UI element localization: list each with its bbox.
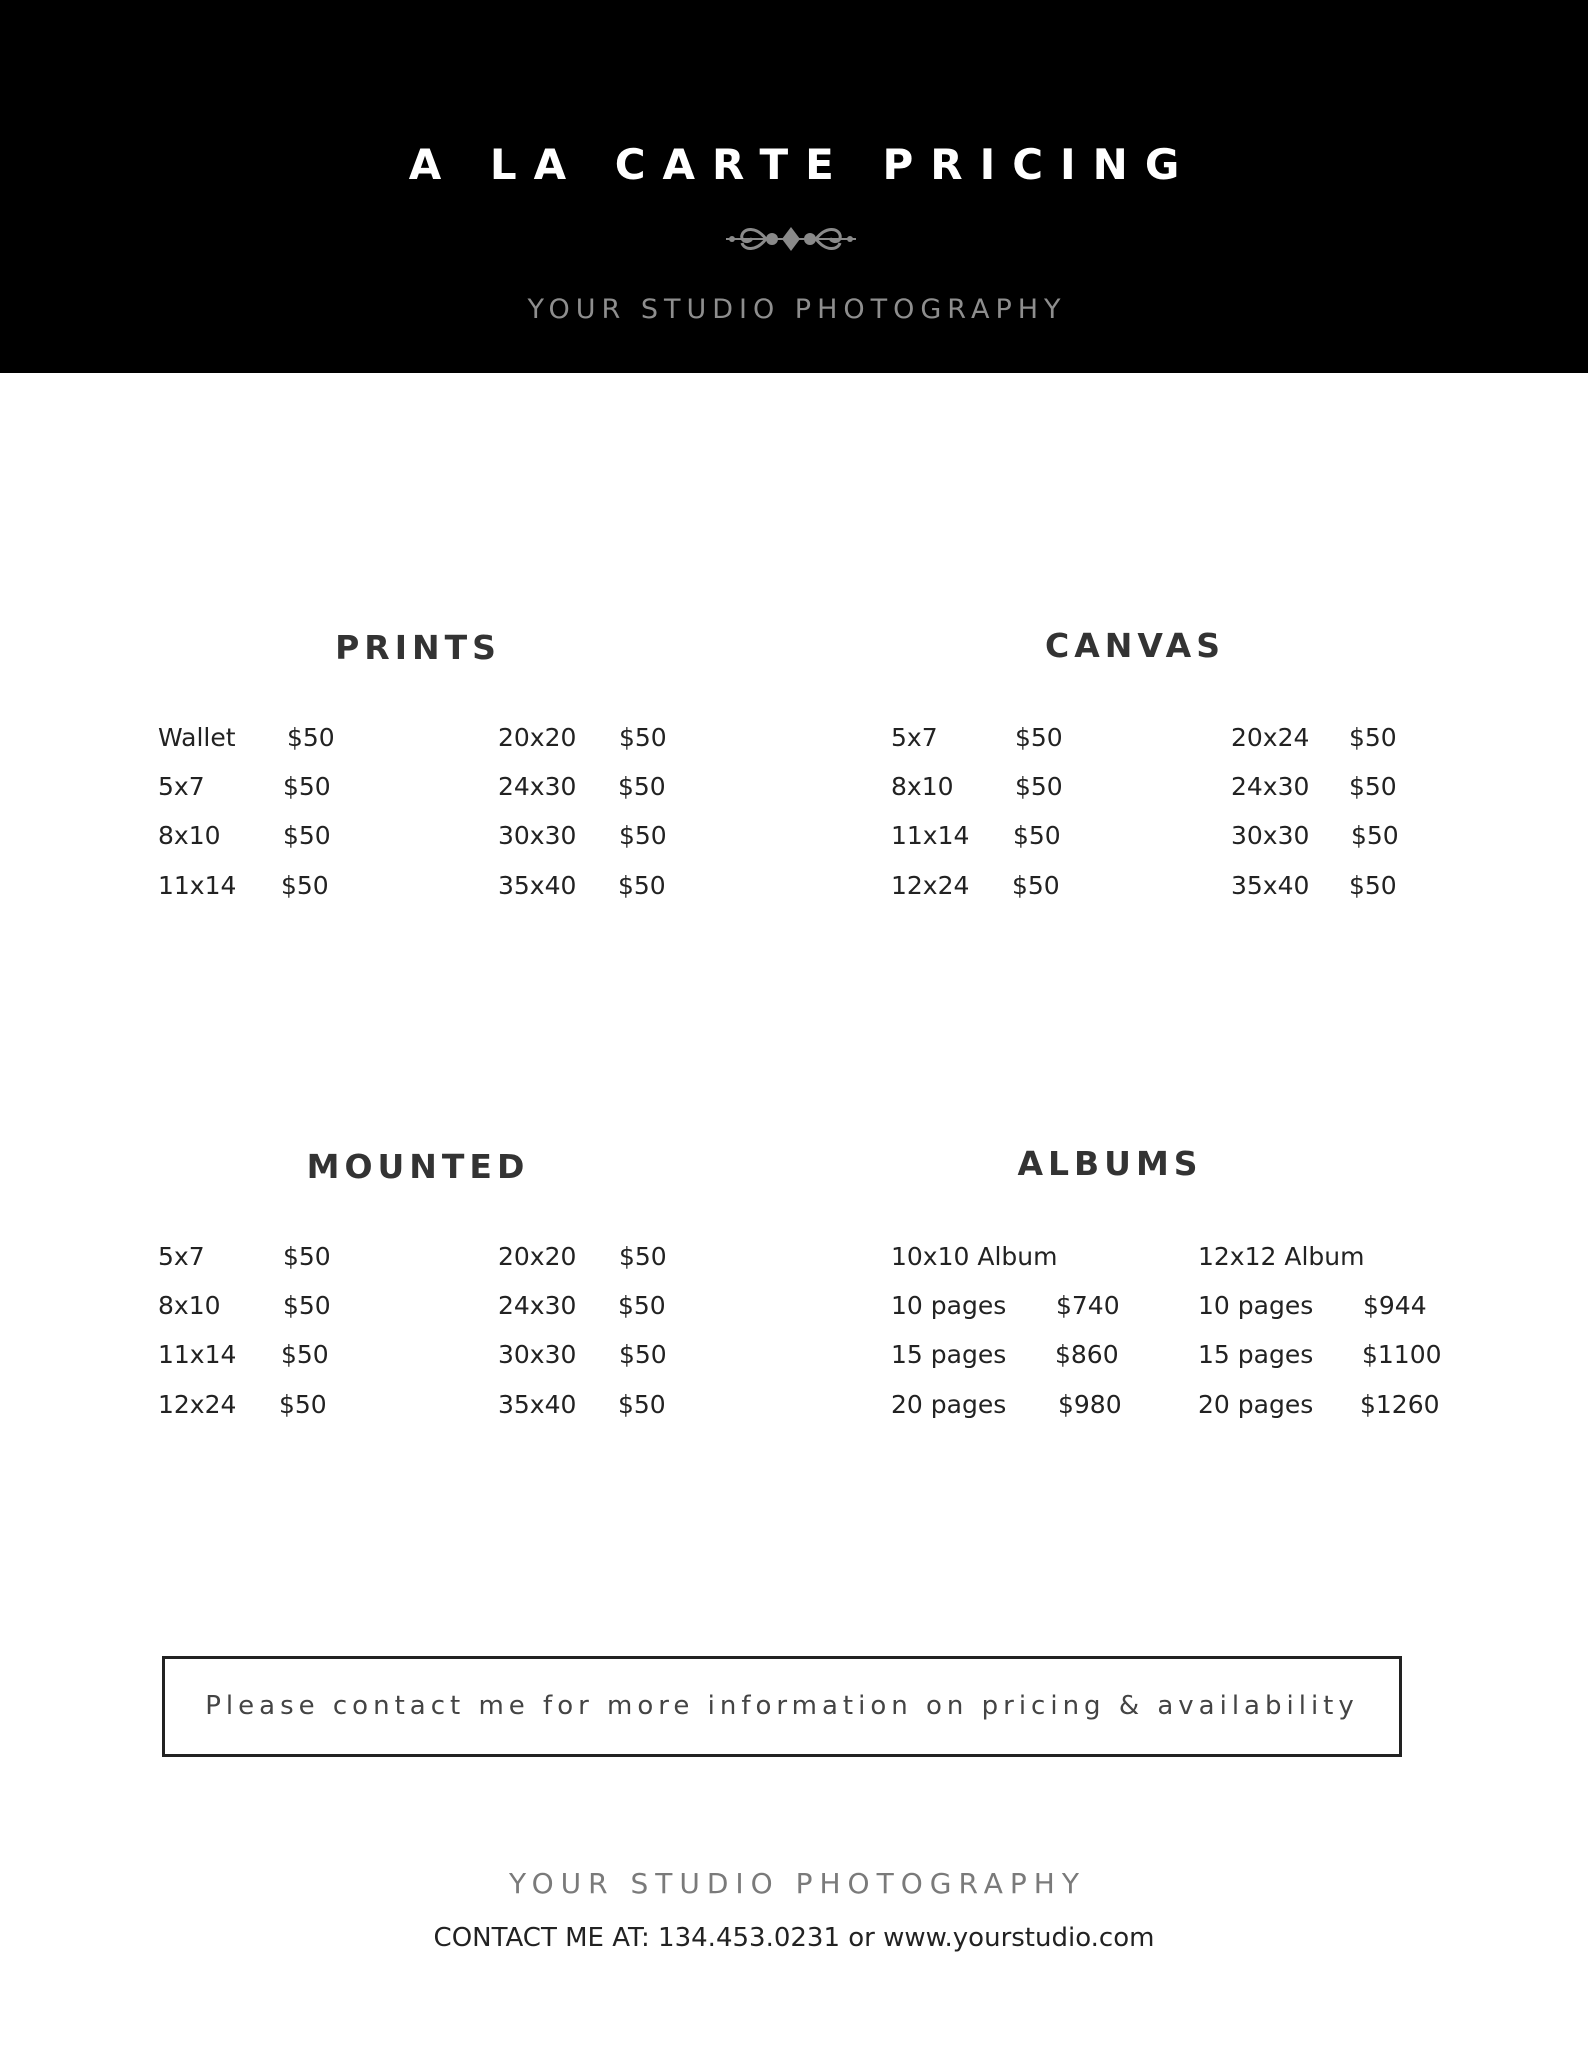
contact-info-text: Please contact me for more information on pricing & availability [205, 1691, 1359, 1721]
item-label: 8x10 [158, 1291, 221, 1320]
mounted-title: MOUNTED [306, 1147, 530, 1186]
item-price: $1100 [1362, 1340, 1442, 1369]
item-price: $50 [618, 1291, 666, 1320]
item-price: $50 [283, 1242, 331, 1271]
item-price: $1260 [1360, 1390, 1440, 1419]
item-label: 10 pages [1198, 1291, 1314, 1320]
item-price: $50 [283, 1291, 331, 1320]
item-price: $50 [618, 871, 666, 900]
item-label: 35x40 [498, 1390, 577, 1419]
item-price: $50 [619, 1340, 667, 1369]
item-label: 35x40 [498, 871, 577, 900]
item-label: 20x20 [498, 723, 577, 752]
item-price: $50 [281, 871, 329, 900]
item-price: $50 [1015, 772, 1063, 801]
item-price: $980 [1058, 1390, 1122, 1419]
footer-contact: CONTACT ME AT: 134.453.0231 or www.yourstudio.com [433, 1923, 1155, 1953]
item-price: $50 [283, 772, 331, 801]
item-price: $50 [283, 821, 331, 850]
item-label: 10x10 Album [891, 1242, 1058, 1271]
item-label: 20 pages [891, 1390, 1007, 1419]
item-label: 8x10 [891, 772, 954, 801]
item-price: $50 [1351, 821, 1399, 850]
item-label: 8x10 [158, 821, 221, 850]
albums-title: ALBUMS [1017, 1144, 1203, 1183]
item-label: 10 pages [891, 1291, 1007, 1320]
item-label: 12x24 [891, 871, 970, 900]
item-price: $50 [619, 723, 667, 752]
item-label: 30x30 [498, 821, 577, 850]
item-label: 11x14 [158, 1340, 237, 1369]
item-label: 5x7 [158, 1242, 205, 1271]
item-label: 5x7 [891, 723, 938, 752]
item-price: $50 [619, 1242, 667, 1271]
item-label: 20x20 [498, 1242, 577, 1271]
item-label: 11x14 [891, 821, 970, 850]
scroll-ornament-icon [724, 222, 858, 256]
item-price: $50 [1349, 772, 1397, 801]
header-studio-name: YOUR STUDIO PHOTOGRAPHY [527, 294, 1067, 325]
footer-studio-name: YOUR STUDIO PHOTOGRAPHY [509, 1867, 1086, 1900]
item-price: $50 [1013, 821, 1061, 850]
item-price: $50 [281, 1340, 329, 1369]
item-price: $50 [619, 821, 667, 850]
contact-info-box [162, 1656, 1402, 1757]
canvas-title: CANVAS [1045, 626, 1225, 665]
prints-title: PRINTS [335, 628, 501, 667]
item-label: 35x40 [1231, 871, 1310, 900]
item-price: $50 [1015, 723, 1063, 752]
item-price: $944 [1363, 1291, 1427, 1320]
item-label: 15 pages [891, 1340, 1007, 1369]
item-label: 11x14 [158, 871, 237, 900]
item-label: 24x30 [1231, 772, 1310, 801]
item-price: $50 [287, 723, 335, 752]
item-label: 12x12 Album [1198, 1242, 1365, 1271]
item-price: $860 [1055, 1340, 1119, 1369]
item-label: 20x24 [1231, 723, 1310, 752]
item-label: 20 pages [1198, 1390, 1314, 1419]
item-price: $50 [279, 1390, 327, 1419]
item-price: $50 [1349, 723, 1397, 752]
item-label: 5x7 [158, 772, 205, 801]
item-label: 24x30 [498, 772, 577, 801]
item-price: $50 [1349, 871, 1397, 900]
page-title: A LA CARTE PRICING [408, 140, 1197, 189]
item-price: $50 [618, 1390, 666, 1419]
header-banner [0, 0, 1588, 373]
item-price: $50 [1012, 871, 1060, 900]
item-price: $50 [618, 772, 666, 801]
item-label: 12x24 [158, 1390, 237, 1419]
item-price: $740 [1056, 1291, 1120, 1320]
item-label: Wallet [158, 723, 236, 752]
item-label: 30x30 [1231, 821, 1310, 850]
item-label: 15 pages [1198, 1340, 1314, 1369]
item-label: 24x30 [498, 1291, 577, 1320]
item-label: 30x30 [498, 1340, 577, 1369]
